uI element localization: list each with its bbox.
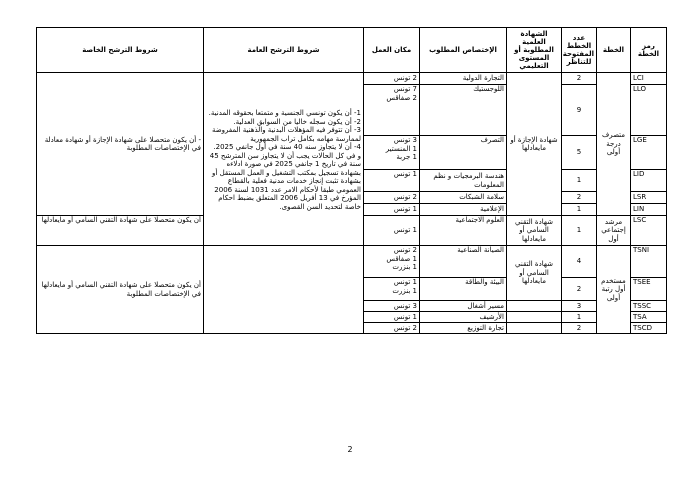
page-number: 2 [347,445,353,454]
specialty: التجارة الدولية [420,73,507,85]
general-conditions-cont [204,246,364,334]
plan-count: 2 [562,323,597,334]
plan-count: 1 [562,204,597,216]
work-place: 3 تونس 1 المنستير 1 جربة [364,136,420,170]
header-special-conditions: شروط الترشح الخاصة [37,28,204,73]
specialty: مسير أشغال [420,301,507,312]
specialty: اللوجستيك [420,85,507,136]
plan-code: TSEE [631,278,667,301]
header-count: عدد الخطط المفتوحة للتناظر [562,28,597,73]
specialty: الأرشيف [420,312,507,323]
work-place: 7 تونس 2 صفاقس [364,85,420,136]
work-place: 2 تونس 1 صفاقس 1 بنزرت [364,246,420,278]
specialty: التصرف [420,136,507,170]
required-degree: شهادة التقني السامي أو مايعادلها [507,216,562,246]
work-place: 3 تونس [364,301,420,312]
plan-code: TSCD [631,323,667,334]
plan-count: 2 [562,73,597,85]
degree-empty [507,323,562,334]
degree-empty [507,312,562,323]
plan-count: 2 [562,278,597,301]
recruitment-table [36,27,667,334]
special-conditions-degree: - أن يكون متحصلا على شهادة الإجازة أو شهادة معادلة في الإختصاصات المطلوبة [37,73,204,216]
special-conditions-technician-specialty: أن يكون متحصلا على شهادة التقني السامي أو مايعادلها في الإختصاصات المطلوبة [37,246,204,334]
plan-count: 1 [562,170,597,192]
plan-code: TSNI [631,246,667,278]
plan-code: LIN [631,204,667,216]
plan-count: 5 [562,136,597,170]
special-conditions-technician: أن يكون متحصلا على شهادة التقني السامي أو مايعادلها [37,216,204,246]
plan-code: LGE [631,136,667,170]
header-general-conditions: شروط الترشح العامة [204,28,364,73]
specialty: الإعلامية [420,204,507,216]
plan-code: LSC [631,216,667,246]
work-place: 1 تونس [364,216,420,246]
plan-count: 4 [562,246,597,278]
plan-name: متصرف درجة أولى [597,73,631,216]
plan-name: مرشد إجتماعي أول [597,216,631,246]
plan-code: TSSC [631,301,667,312]
required-degree: شهادة التقني السامي أو مايعادلها [507,246,562,301]
plan-name: مستخدم أول رتبة أولى [597,246,631,334]
specialty: العلوم الاجتماعية [420,216,507,246]
header-specialty: الإختصاص المطلوب [420,28,507,73]
plan-code: LCI [631,73,667,85]
plan-code: LLO [631,85,667,136]
work-place: 2 تونس [364,323,420,334]
specialty: تجارة التوزيع [420,323,507,334]
header-row [37,28,667,73]
specialty: الصيانة الصناعية [420,246,507,278]
plan-code: LID [631,170,667,192]
plan-code: TSA [631,312,667,323]
work-place: 2 تونس [364,192,420,204]
general-conditions: 1- أن يكون تونسي الجنسية و متمتعا بحقوقه المدنية. 2- أن يكون سجله خاليا من السوابق العدلية. 3- أن تتوفر فيه المؤهلات البدنية والذهنية المفروضة لممارسة مهامه بكامل تراب الجمهورية 4- أن لا يتجاوز سنه 40 سنة في أول جانفي 2025. و في كل الحالات يجب أن لا يتجاوز سن المترشح 45 سنة في تاريخ 1 جانفي 2025 في صورة ادلاءه بشهادة تسجيل بمكتب التشغيل و العمل المستقل أو بشهادة تثبت إنجاز خدمات مدنية فعلية بالقطاع العمومي طبقا لأحكام الامر عدد 1031 لسنة 2006 المؤرخ في 13 أفريل 2006 المتعلق بضبط احكام خاصة لتحديد السن القصوى. [204,73,364,246]
work-place: 2 تونس [364,73,420,85]
specialty: سلامة الشبكات [420,192,507,204]
header-plan: الخطة [597,28,631,73]
table-row [37,73,667,85]
required-degree: شهادة الإجازة أو مايعادلها [507,73,562,216]
work-place: 1 تونس [364,312,420,323]
work-place: 1 تونس [364,204,420,216]
header-degree: الشهادة العلمية المطلوبة أو المستوى التعليمي [507,28,562,73]
specialty: هندسة البرمجيات و نظم المعلومات [420,170,507,192]
header-place: مكان العمل [364,28,420,73]
plan-count: 3 [562,301,597,312]
table-row [37,246,667,278]
degree-empty [507,301,562,312]
plan-count: 1 [562,312,597,323]
plan-code: LSR [631,192,667,204]
plan-count: 1 [562,216,597,246]
work-place: 1 تونس [364,170,420,192]
specialty: البيئة والطاقة [420,278,507,301]
plan-count: 2 [562,192,597,204]
header-code: رمز الخطة [631,28,667,73]
work-place: 1 تونس 1 بنزرت [364,278,420,301]
plan-count: 9 [562,85,597,136]
